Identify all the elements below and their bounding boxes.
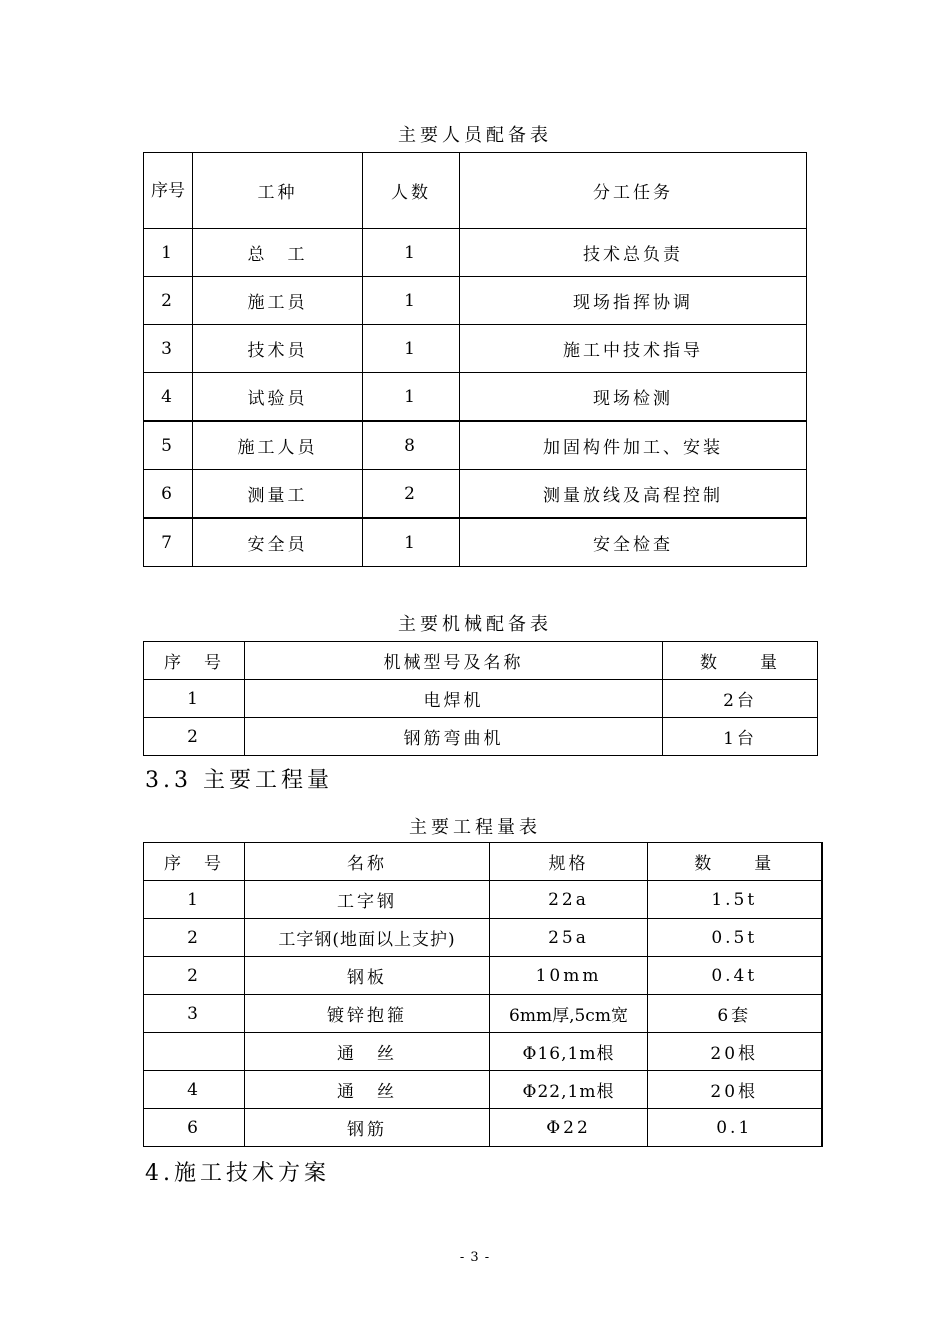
table-cell: 2 (144, 919, 245, 957)
table-cell: 施工中技术指导 (460, 325, 807, 373)
table-cell: 22a (490, 881, 648, 919)
table-cell: 通 丝 (245, 1071, 490, 1109)
table-cell: 1 (144, 881, 245, 919)
table-cell (144, 1033, 245, 1071)
table-cell: 6套 (648, 995, 822, 1033)
table-cell: 总 工 (193, 229, 363, 277)
personnel-table-caption: 主要人员配备表 (398, 125, 552, 146)
table-cell: 8 (363, 421, 460, 470)
table-row (144, 421, 807, 470)
table-cell: 20根 (648, 1033, 822, 1071)
table-cell: 5 (144, 421, 193, 470)
table-cell: 通 丝 (245, 1033, 490, 1071)
table-cell: 镀锌抱箍 (245, 995, 490, 1033)
table-cell: 2 (144, 277, 193, 325)
table-cell: 施工人员 (193, 421, 363, 470)
table-cell: 1 (144, 680, 245, 718)
table-row (144, 277, 807, 325)
table-cell: Φ22,1m根 (490, 1071, 648, 1109)
table-cell: 钢筋 (245, 1109, 490, 1147)
header-cell: 序 号 (144, 642, 245, 680)
table-cell: 1 (363, 518, 460, 567)
table-cell: 20根 (648, 1071, 822, 1109)
table-cell: 3 (144, 325, 193, 373)
table-cell: 4 (144, 1071, 245, 1109)
table-row (144, 325, 807, 373)
table-cell: 安全员 (193, 518, 363, 567)
table-cell: 1 (363, 373, 460, 422)
header-cell: 分工任务 (460, 153, 807, 229)
table-cell: 4 (144, 373, 193, 422)
machinery-table (143, 641, 818, 756)
table-cell: 钢板 (245, 957, 490, 995)
table-cell: 3 (144, 995, 245, 1033)
table-cell: 电焊机 (245, 680, 663, 718)
table-row (144, 680, 818, 718)
table-cell: 2 (363, 470, 460, 519)
header-cell: 数 量 (663, 642, 818, 680)
table-row (144, 229, 807, 277)
page-number: - 3 - (459, 1250, 491, 1265)
quantities-table-caption: 主要工程量表 (409, 817, 541, 838)
machinery-table-caption: 主要机械配备表 (398, 614, 552, 635)
header-cell: 名称 (245, 843, 490, 881)
table-cell: 安全检查 (460, 518, 807, 567)
table-row (144, 373, 807, 422)
header-cell: 序号 (144, 153, 193, 229)
section-heading-4: 4.施工技术方案 (145, 1161, 330, 1186)
table-row (144, 881, 822, 919)
header-cell: 人数 (363, 153, 460, 229)
table-cell: 试验员 (193, 373, 363, 422)
table-cell: 6 (144, 470, 193, 519)
table-cell: 工字钢(地面以上支护) (245, 919, 490, 957)
table-cell: 6mm厚,5cm宽 (490, 995, 648, 1033)
table-cell: 技术员 (193, 325, 363, 373)
table-cell: 1 (363, 229, 460, 277)
table-cell: 0.1 (648, 1109, 822, 1147)
table-cell: 测量放线及高程控制 (460, 470, 807, 519)
table-cell: 1 (363, 325, 460, 373)
table-header-row (144, 642, 818, 680)
table-row (144, 718, 818, 756)
table-cell: 6 (144, 1109, 245, 1147)
table-cell: 2 (144, 957, 245, 995)
table-row (144, 919, 822, 957)
table-cell: 现场检测 (460, 373, 807, 422)
table-row (144, 470, 807, 519)
table-row (144, 995, 822, 1033)
header-cell: 序 号 (144, 843, 245, 881)
table-cell: 测量工 (193, 470, 363, 519)
personnel-table (143, 152, 807, 567)
table-row (144, 1033, 822, 1071)
table-cell: 施工员 (193, 277, 363, 325)
header-cell: 机械型号及名称 (245, 642, 663, 680)
table-cell: 0.4t (648, 957, 822, 995)
section-heading-3-3: 3.3 主要工程量 (145, 768, 333, 793)
table-cell: 10mm (490, 957, 648, 995)
table-row (144, 1071, 822, 1109)
table-cell: 0.5t (648, 919, 822, 957)
table-cell: 25a (490, 919, 648, 957)
table-cell: 2台 (663, 680, 818, 718)
table-cell: 7 (144, 518, 193, 567)
table-cell: 1 (144, 229, 193, 277)
table-cell: 2 (144, 718, 245, 756)
table-row (144, 1109, 822, 1147)
table-cell: 工字钢 (245, 881, 490, 919)
table-cell: 1台 (663, 718, 818, 756)
table-row (144, 518, 807, 567)
table-cell: 加固构件加工、安装 (460, 421, 807, 470)
table-cell: 1 (363, 277, 460, 325)
table-row (144, 957, 822, 995)
table-cell: Φ22 (490, 1109, 648, 1147)
quantities-table (143, 842, 823, 1147)
table-cell: 现场指挥协调 (460, 277, 807, 325)
table-cell: 技术总负责 (460, 229, 807, 277)
table-cell: 钢筋弯曲机 (245, 718, 663, 756)
table-header-row (144, 153, 807, 229)
header-cell: 数 量 (648, 843, 822, 881)
header-cell: 规格 (490, 843, 648, 881)
header-cell: 工种 (193, 153, 363, 229)
table-cell: 1.5t (648, 881, 822, 919)
table-cell: Φ16,1m根 (490, 1033, 648, 1071)
table-header-row (144, 843, 822, 881)
